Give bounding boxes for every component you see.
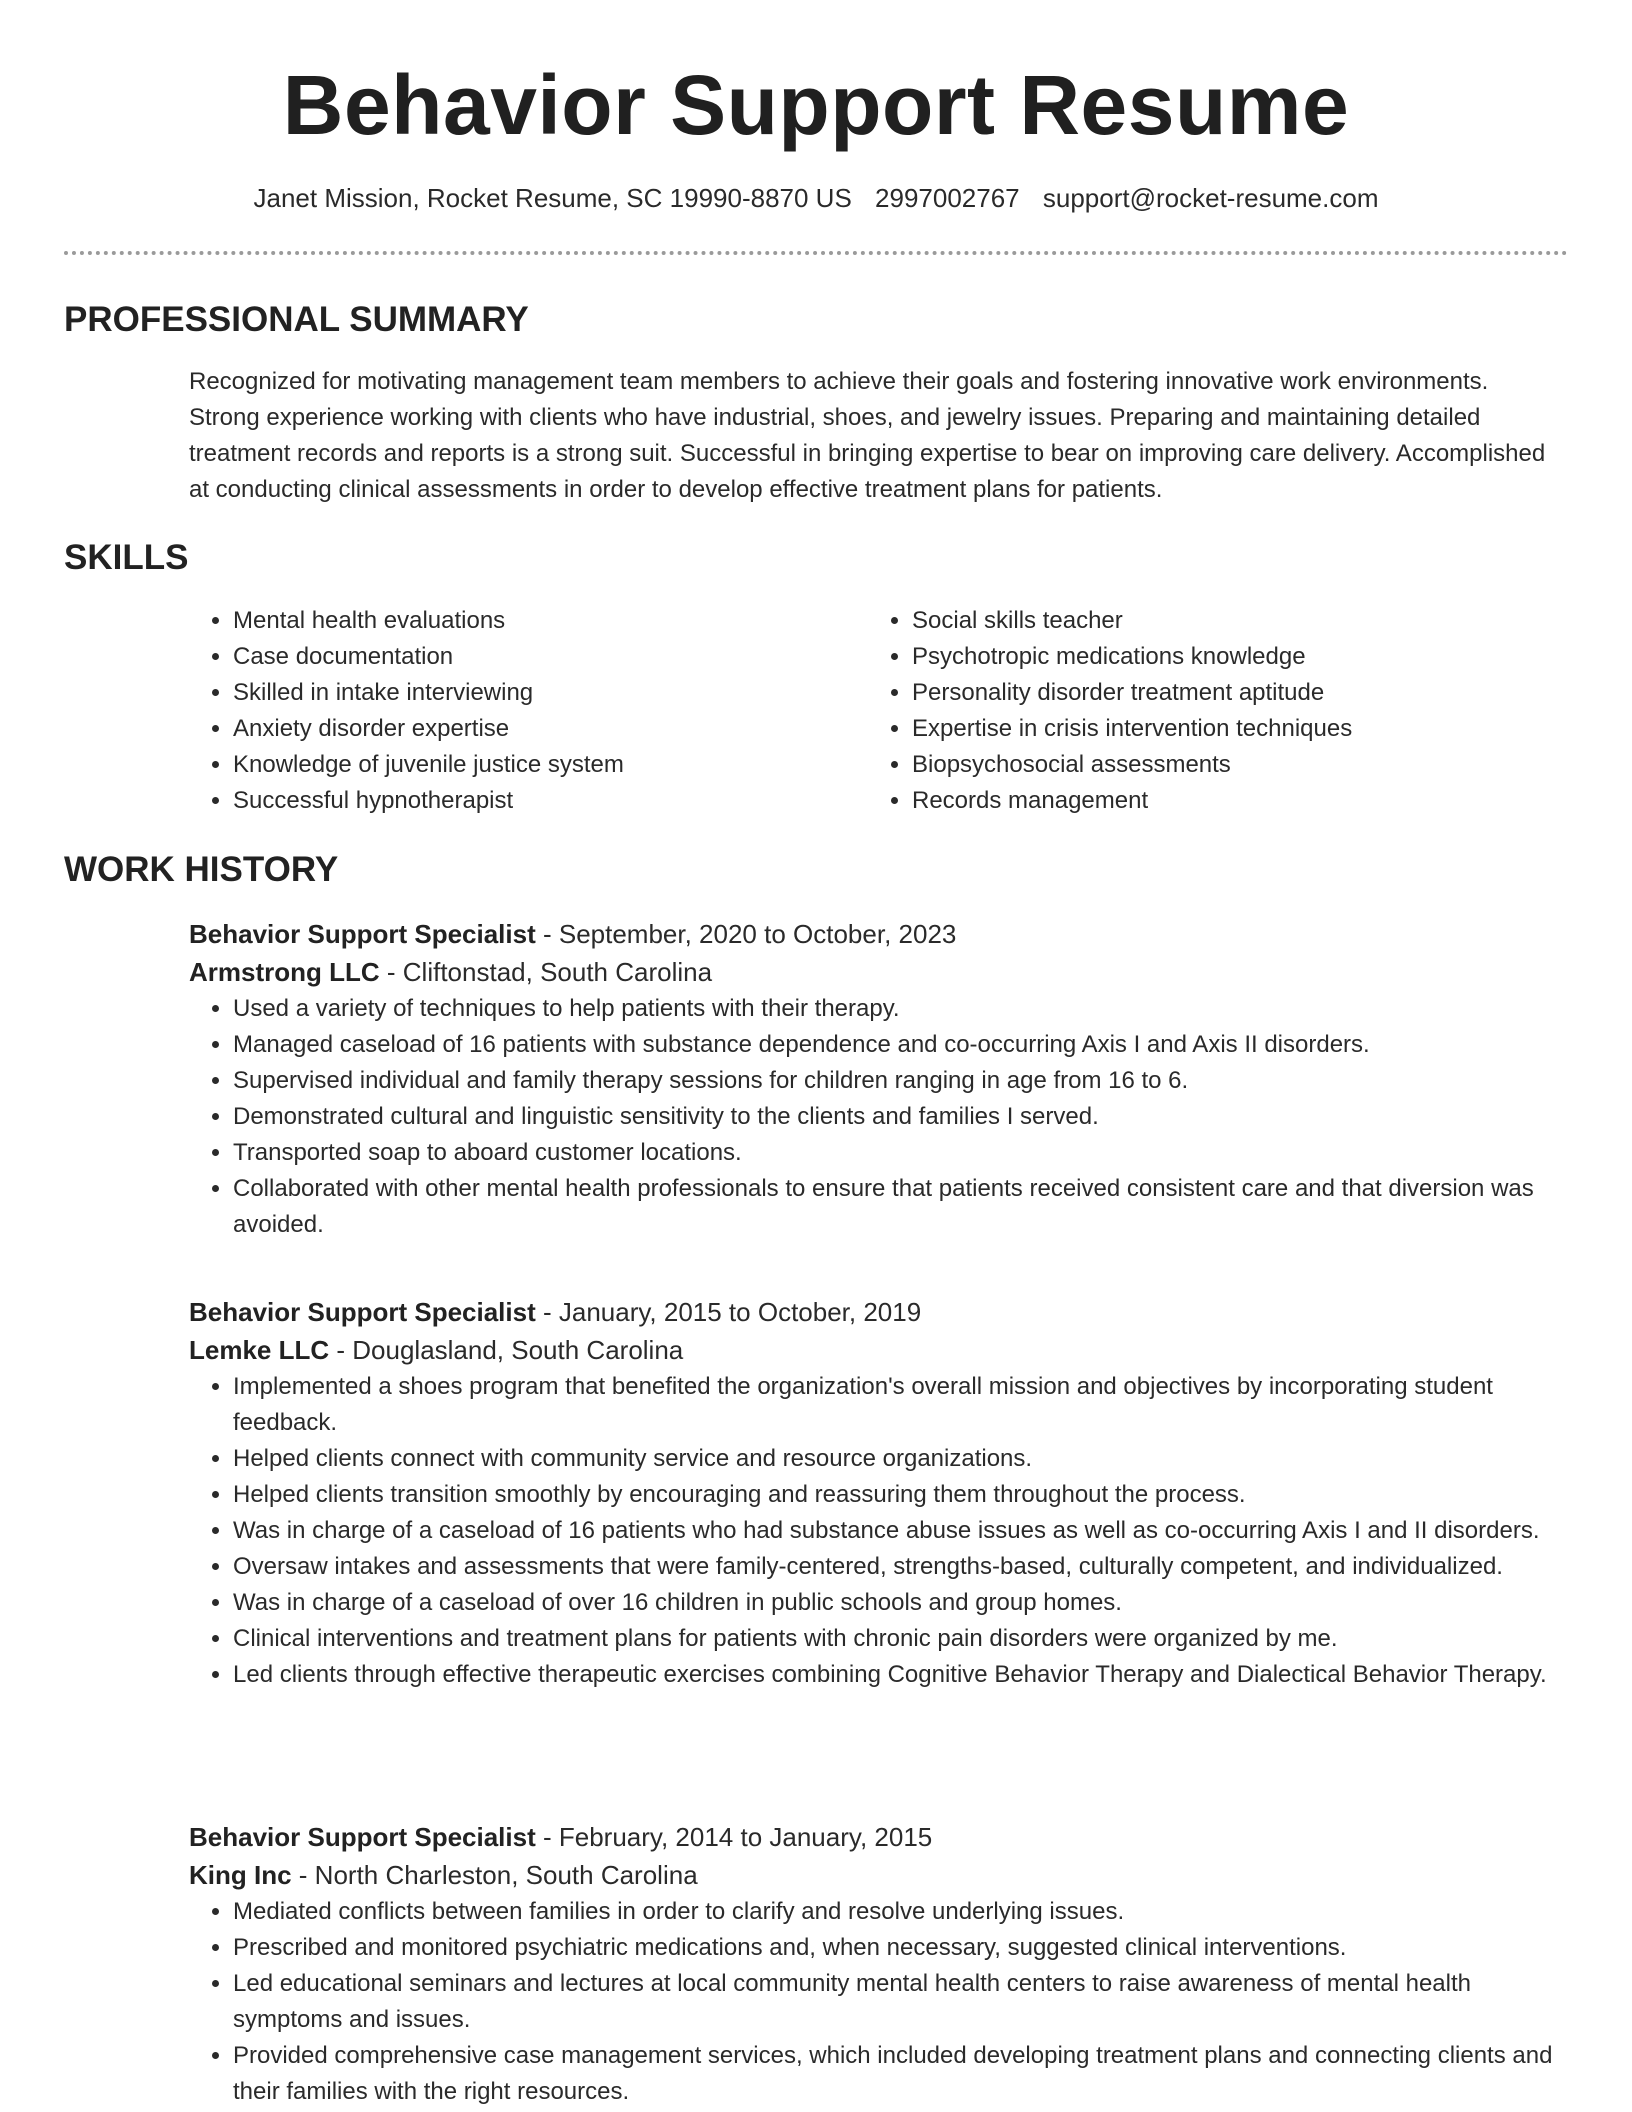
job-company-line	[189, 1331, 1561, 1369]
job-bullet: • Demonstrated cultural and linguistic sensitivity to the clients and families I served.	[233, 1099, 1561, 1135]
job-title-line	[189, 1293, 1561, 1331]
job-bullet: • Mediated conflicts between families in order to clarify and resolve underlying issues.	[233, 1894, 1561, 1930]
job-dates: - January, 2015 to October, 2019	[535, 1297, 922, 1327]
job-title: Behavior Support Specialist	[189, 1297, 536, 1327]
skill-item: • Biopsychosocial assessments	[912, 747, 1508, 783]
skill-item: • Psychotropic medications knowledge	[912, 639, 1508, 675]
summary-text: Recognized for motivating management team members to achieve their goals and fostering innovative work environments. Strong experience working with clients who have industrial, shoes, and jewelry issues. Preparing and maintaining detailed treatment records and reports is a strong suit. Successful in bringing expertise to bear on improving care delivery. Accomplished at conducting clinical assessments in order to develop effective treatment plans for patients.	[189, 368, 1546, 503]
contact-email: support@rocket-resume.com	[1042, 183, 1379, 213]
job-entry	[189, 1293, 1561, 1693]
summary-heading: PROFESSIONAL SUMMARY	[64, 300, 529, 339]
contact-line	[0, 178, 1632, 218]
job-bullets	[189, 1894, 1561, 2110]
skills-right-column	[868, 603, 1508, 819]
job-bullet: • Oversaw intakes and assessments that were family-centered, strengths-based, culturally competent, and individualized.	[233, 1549, 1561, 1585]
skill-item: • Mental health evaluations	[233, 603, 829, 639]
job-bullet: • Led educational seminars and lectures at local community mental health centers to raise awareness of mental health symptoms and issues.	[233, 1966, 1561, 2038]
job-bullet: • Collaborated with other mental health professionals to ensure that patients received consistent care and that diversion was avoided.	[233, 1171, 1561, 1243]
skills-heading: SKILLS	[64, 538, 189, 577]
work-history-heading: WORK HISTORY	[64, 850, 339, 889]
skills-right-list	[868, 603, 1508, 819]
job-bullet: • Helped clients connect with community service and resource organizations.	[233, 1441, 1561, 1477]
job-bullet: • Clinical interventions and treatment plans for patients with chronic pain disorders were organized by me.	[233, 1621, 1561, 1657]
skill-item: • Expertise in crisis intervention techniques	[912, 711, 1508, 747]
skill-item: • Records management	[912, 783, 1508, 819]
job-company-line	[189, 953, 1561, 991]
job-title: Behavior Support Specialist	[189, 919, 536, 949]
job-bullet: • Helped clients transition smoothly by encouraging and reassuring them throughout the process.	[233, 1477, 1561, 1513]
job-bullet: • Prescribed and monitored psychiatric medications and, when necessary, suggested clinical interventions.	[233, 1930, 1561, 1966]
contact-address: Janet Mission, Rocket Resume, SC 19990-8870 US	[253, 183, 852, 213]
job-bullet: • Provided comprehensive case management services, which included developing treatment plans and connecting clients and their families with the right resources.	[233, 2038, 1561, 2110]
job-location: - North Charleston, South Carolina	[291, 1860, 698, 1890]
job-bullet: • Was in charge of a caseload of 16 patients who had substance abuse issues as well as co-occurring Axis I and II disorders.	[233, 1513, 1561, 1549]
skill-item: • Successful hypnotherapist	[233, 783, 829, 819]
job-bullets	[189, 1369, 1561, 1693]
job-bullet: • Implemented a shoes program that benefited the organization's overall mission and objectives by incorporating student feedback.	[233, 1369, 1561, 1441]
job-dates: - February, 2014 to January, 2015	[535, 1822, 933, 1852]
job-title: Behavior Support Specialist	[189, 1822, 536, 1852]
job-bullet: • Managed caseload of 16 patients with substance dependence and co-occurring Axis I and Axis II disorders.	[233, 1027, 1561, 1063]
job-bullet: • Transported soap to aboard customer locations.	[233, 1135, 1561, 1171]
job-title-line	[189, 1818, 1561, 1856]
job-company: Armstrong LLC	[189, 957, 380, 987]
job-title-line	[189, 915, 1561, 953]
skill-item: • Case documentation	[233, 639, 829, 675]
skills-left-column	[189, 603, 829, 819]
skills-left-list	[189, 603, 829, 819]
skill-item: • Knowledge of juvenile justice system	[233, 747, 829, 783]
resume-title: Behavior Support Resume	[282, 58, 1350, 152]
skill-item: • Personality disorder treatment aptitude	[912, 675, 1508, 711]
job-bullet: • Used a variety of techniques to help patients with their therapy.	[233, 991, 1561, 1027]
skill-item: • Skilled in intake interviewing	[233, 675, 829, 711]
job-location: - Cliftonstad, South Carolina	[379, 957, 713, 987]
summary-section	[189, 364, 1561, 508]
job-company: King Inc	[189, 1860, 292, 1890]
job-bullet: • Led clients through effective therapeutic exercises combining Cognitive Behavior Therapy and Dialectical Behavior Therapy.	[233, 1657, 1561, 1693]
header-divider	[64, 251, 1568, 255]
skill-item: • Anxiety disorder expertise	[233, 711, 829, 747]
job-company-line	[189, 1856, 1561, 1894]
job-entry	[189, 915, 1561, 1243]
skill-item: • Social skills teacher	[912, 603, 1508, 639]
job-location: - Douglasland, South Carolina	[329, 1335, 684, 1365]
job-entry	[189, 1818, 1561, 2110]
job-dates: - September, 2020 to October, 2023	[535, 919, 957, 949]
contact-phone: 2997002767	[875, 183, 1020, 213]
job-bullet: • Supervised individual and family therapy sessions for children ranging in age from 16 to 6.	[233, 1063, 1561, 1099]
job-bullets	[189, 991, 1561, 1243]
job-company: Lemke LLC	[189, 1335, 330, 1365]
job-bullet: • Was in charge of a caseload of over 16 children in public schools and group homes.	[233, 1585, 1561, 1621]
